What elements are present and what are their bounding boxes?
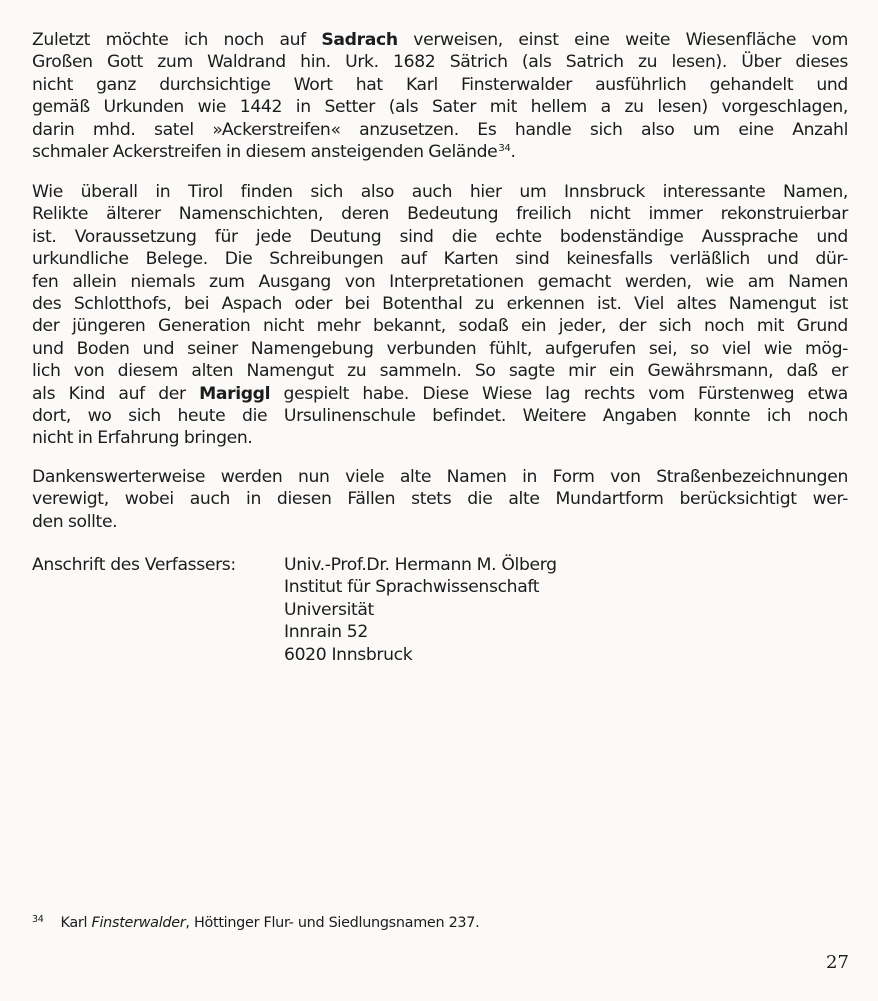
text-line: Zuletzt möchte ich noch auf Sadrach verweisen, einst eine weite Wiesenfläche vom xyxy=(32,30,848,50)
address-line-name: Univ.-Prof.Dr. Hermann M. Ölberg xyxy=(284,555,557,575)
address-label: Anschrift des Verfassers: xyxy=(32,555,236,575)
text-line: darin mhd. satel »Ackerstreifen« anzusetzen. Es handle sich also um eine Anzahl xyxy=(32,119,848,140)
text-line: Großen Gott zum Waldrand hin. Urk. 1682 Sätrich (als Satrich zu lesen). Über dieses xyxy=(32,52,848,73)
text-line: und Boden und seiner Namengebung verbunden fühlt, aufgerufen sei, so viel wie mög- xyxy=(32,338,848,359)
page-number: 27 xyxy=(826,952,849,973)
paragraph-tirol-names xyxy=(32,181,848,450)
address-line-street: Innrain 52 xyxy=(284,622,368,643)
footnote-text: , Höttinger Flur- und Siedlungsnamen 237. xyxy=(185,915,480,931)
text-line: den sollte. xyxy=(32,511,118,532)
text-line: lich von diesem alten Namengut zu sammeln. So sagte mir ein Gewährsmann, daß er xyxy=(32,361,848,382)
text-line: nicht ganz durchsichtige Wort hat Karl Finsterwalder ausführlich gehandelt und xyxy=(32,74,848,95)
text-line: der jüngeren Generation nicht mehr bekannt, sodaß ein jeder, der sich noch mit Grund xyxy=(32,316,848,337)
address-line-city: 6020 Innsbruck xyxy=(284,644,413,665)
bold-place-name: Mariggl xyxy=(199,383,271,404)
address-lines xyxy=(284,554,557,666)
text-line: fen allein niemals zum Ausgang von Interpretationen gemacht werden, wie am Namen xyxy=(32,271,848,292)
address-line-university: Universität xyxy=(284,599,374,620)
text-line: urkundliche Belege. Die Schreibungen auf Karten sind keinesfalls verläßlich und dür- xyxy=(32,249,848,270)
text-line: dort, wo sich heute die Ursulinenschule befindet. Weitere Angaben konnte ich noch xyxy=(32,406,848,427)
text-line: des Schlotthofs, bei Aspach oder bei Botenthal zu erkennen ist. Viel altes Namengut ist xyxy=(32,294,848,315)
text-line: ist. Voraussetzung für jede Deutung sind die echte bodenständige Aussprache und xyxy=(32,226,848,247)
footnote-reference: 34 xyxy=(498,143,511,155)
text-line: verewigt, wobei auch in diesen Fällen stets die alte Mundartform berücksichtigt wer- xyxy=(32,489,848,510)
text-line: nicht in Erfahrung bringen. xyxy=(32,428,253,449)
text-line: als Kind auf der Mariggl gespielt habe. Diese Wiese lag rechts vom Fürstenweg etwa xyxy=(32,383,848,404)
text-line: Relikte älterer Namenschichten, deren Bedeutung freilich nicht immer rekonstruierbar xyxy=(32,204,848,225)
paragraph-street-names xyxy=(32,466,848,533)
address-line-institute: Institut für Sprachwissenschaft xyxy=(284,577,540,598)
paragraph-sadrach xyxy=(32,29,848,163)
text-line: Wie überall in Tirol finden sich also auch hier um Innsbruck interessante Namen, xyxy=(32,182,848,202)
footnote-mark: 34 xyxy=(32,914,44,925)
text-line: Dankenswerterweise werden nun viele alte Namen in Form von Straßenbezeichnungen xyxy=(32,467,848,487)
footnote xyxy=(32,910,479,933)
footnote-author-last: Finsterwalder xyxy=(91,915,186,931)
bold-place-name: Sadrach xyxy=(321,30,398,50)
footnote-author-first: Karl xyxy=(60,915,92,931)
text-line: schmaler Ackerstreifen in diesem ansteigenden Gelände$^{34}$. xyxy=(32,142,516,163)
text-line: gemäß Urkunden wie 1442 in Setter (als Sater mit hellem a zu lesen) vorgeschlagen, xyxy=(32,97,848,118)
